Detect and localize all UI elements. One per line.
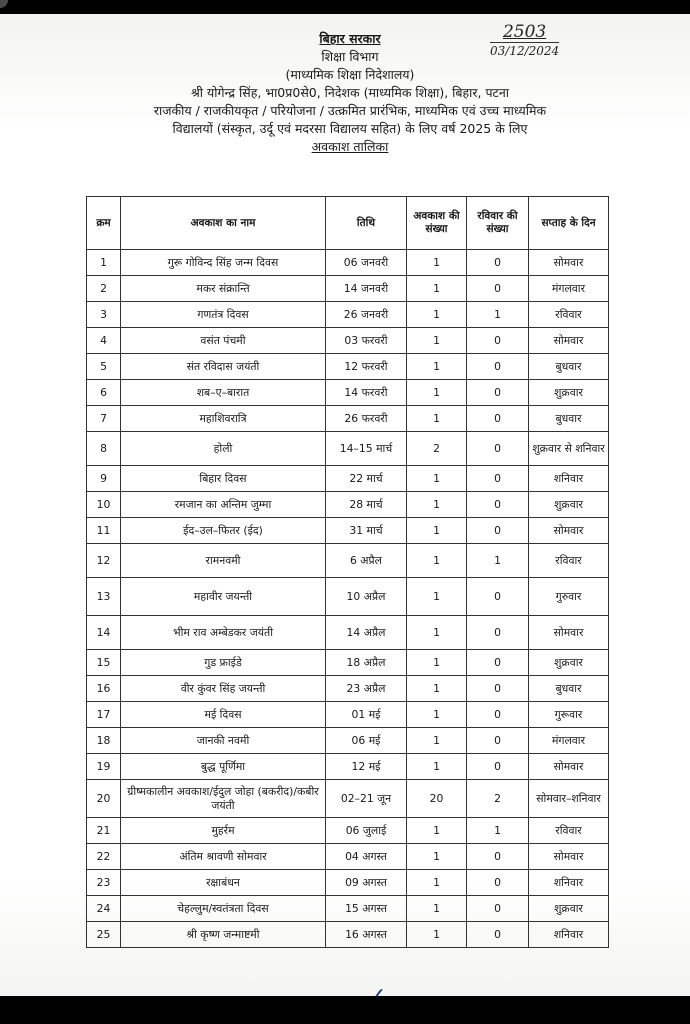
cell-holiday-name: रक्षाबंधन — [121, 870, 326, 896]
cell-date: 22 मार्च — [326, 466, 407, 492]
cell-weekday: शुक्रवार से शनिवार — [529, 432, 609, 466]
cell-holiday-name: ग्रीष्मकालीन अवकाश/ईदुल जोहा (बकरीद)/कबीर जयंती — [121, 780, 326, 818]
cell-sunday-count: 0 — [467, 578, 529, 616]
cell-holiday-count: 1 — [407, 380, 467, 406]
cell-date: 02–21 जून — [326, 780, 407, 818]
header-holiday-name: अवकाश का नाम — [121, 197, 326, 250]
cell-serial: 12 — [87, 544, 121, 578]
cell-serial: 21 — [87, 818, 121, 844]
cell-sunday-count: 0 — [467, 380, 529, 406]
cell-holiday-name: बिहार दिवस — [121, 466, 326, 492]
cell-weekday: शनिवार — [529, 922, 609, 948]
cell-weekday: शनिवार — [529, 870, 609, 896]
cell-holiday-count: 1 — [407, 354, 467, 380]
cell-date: 14 अप्रैल — [326, 616, 407, 650]
cell-holiday-count: 1 — [407, 578, 467, 616]
cell-weekday: रविवार — [529, 544, 609, 578]
cell-holiday-count: 1 — [407, 818, 467, 844]
holiday-table — [86, 196, 609, 948]
cell-holiday-name: गुड फ्राईडे — [121, 650, 326, 676]
cell-weekday: सोमवार — [529, 250, 609, 276]
cell-sunday-count: 2 — [467, 780, 529, 818]
cell-serial: 8 — [87, 432, 121, 466]
table-header-row — [87, 197, 609, 250]
cell-holiday-name: जानकी नवमी — [121, 728, 326, 754]
table-row — [87, 276, 609, 302]
cell-weekday: बुधवार — [529, 354, 609, 380]
cell-date: 15 अगस्त — [326, 896, 407, 922]
reference-date: 03/12/2024 — [490, 44, 560, 58]
cell-holiday-name: होली — [121, 432, 326, 466]
cell-weekday: मंगलवार — [529, 728, 609, 754]
cell-weekday: सोमवार — [529, 844, 609, 870]
cell-serial: 5 — [87, 354, 121, 380]
table-row — [87, 896, 609, 922]
cell-serial: 2 — [87, 276, 121, 302]
cell-sunday-count: 0 — [467, 728, 529, 754]
cell-holiday-name: मुहर्रम — [121, 818, 326, 844]
cell-sunday-count: 0 — [467, 406, 529, 432]
cell-serial: 17 — [87, 702, 121, 728]
cell-sunday-count: 0 — [467, 616, 529, 650]
cell-sunday-count: 0 — [467, 432, 529, 466]
table-row — [87, 250, 609, 276]
cell-holiday-count: 1 — [407, 466, 467, 492]
cell-holiday-name: रमजान का अन्तिम जुम्मा — [121, 492, 326, 518]
document-header — [60, 30, 640, 156]
cell-holiday-count: 1 — [407, 616, 467, 650]
cell-date: 01 मई — [326, 702, 407, 728]
cell-date: 04 अगस्त — [326, 844, 407, 870]
table-row — [87, 818, 609, 844]
cell-holiday-count: 1 — [407, 754, 467, 780]
cell-holiday-count: 1 — [407, 676, 467, 702]
cell-holiday-count: 20 — [407, 780, 467, 818]
cell-weekday: गुरुवार — [529, 578, 609, 616]
cell-holiday-count: 1 — [407, 492, 467, 518]
cell-holiday-count: 1 — [407, 406, 467, 432]
cell-holiday-name: ईद–उल–फितर (ईद) — [121, 518, 326, 544]
cell-weekday: सोमवार — [529, 518, 609, 544]
table-row — [87, 650, 609, 676]
document-page — [0, 14, 690, 996]
cell-weekday: मंगलवार — [529, 276, 609, 302]
cell-serial: 19 — [87, 754, 121, 780]
cell-holiday-name: शब–ए–बारात — [121, 380, 326, 406]
cell-sunday-count: 0 — [467, 250, 529, 276]
cell-serial: 3 — [87, 302, 121, 328]
bottom-bar — [0, 996, 690, 1024]
cell-sunday-count: 0 — [467, 870, 529, 896]
cell-weekday: शुक्रवार — [529, 380, 609, 406]
cell-serial: 22 — [87, 844, 121, 870]
cell-serial: 25 — [87, 922, 121, 948]
table-row — [87, 728, 609, 754]
table-row — [87, 302, 609, 328]
cell-serial: 11 — [87, 518, 121, 544]
cell-weekday: गुरूवार — [529, 702, 609, 728]
cell-holiday-name: वसंत पंचमी — [121, 328, 326, 354]
cell-sunday-count: 0 — [467, 702, 529, 728]
cell-holiday-count: 1 — [407, 702, 467, 728]
cell-date: 28 मार्च — [326, 492, 407, 518]
cell-holiday-name: मकर संक्रान्ति — [121, 276, 326, 302]
table-row — [87, 380, 609, 406]
header-sunday-count: रविवार की संख्या — [467, 197, 529, 250]
cell-sunday-count: 0 — [467, 676, 529, 702]
cell-weekday: बुधवार — [529, 406, 609, 432]
cell-weekday: सोमवार — [529, 616, 609, 650]
top-bar — [0, 0, 690, 14]
cell-sunday-count: 1 — [467, 302, 529, 328]
cell-holiday-count: 1 — [407, 250, 467, 276]
table-row — [87, 492, 609, 518]
cell-serial: 14 — [87, 616, 121, 650]
cell-serial: 18 — [87, 728, 121, 754]
cell-holiday-count: 1 — [407, 844, 467, 870]
cell-weekday: सोमवार — [529, 754, 609, 780]
header-serial: क्रम — [87, 197, 121, 250]
header-department: शिक्षा विभाग — [321, 49, 379, 64]
cell-holiday-name: संत रविदास जयंती — [121, 354, 326, 380]
cell-holiday-name: श्री कृष्ण जन्माष्टमी — [121, 922, 326, 948]
cell-sunday-count: 1 — [467, 818, 529, 844]
cell-date: 06 मई — [326, 728, 407, 754]
cell-date: 09 अगस्त — [326, 870, 407, 896]
cell-holiday-name: बुद्ध पूर्णिमा — [121, 754, 326, 780]
table-row — [87, 518, 609, 544]
cell-date: 03 फरवरी — [326, 328, 407, 354]
cell-date: 10 अप्रैल — [326, 578, 407, 616]
cell-weekday: शुक्रवार — [529, 896, 609, 922]
table-row — [87, 676, 609, 702]
cell-date: 26 जनवरी — [326, 302, 407, 328]
cell-sunday-count: 0 — [467, 466, 529, 492]
cell-holiday-name: महाशिवरात्रि — [121, 406, 326, 432]
cell-holiday-count: 1 — [407, 328, 467, 354]
cell-holiday-name: अंतिम श्रावणी सोमवार — [121, 844, 326, 870]
cell-date: 31 मार्च — [326, 518, 407, 544]
cell-weekday: सोमवार–शनिवार — [529, 780, 609, 818]
cell-serial: 24 — [87, 896, 121, 922]
header-directorate: (माध्यमिक शिक्षा निदेशालय) — [285, 67, 415, 82]
cell-holiday-count: 1 — [407, 276, 467, 302]
cell-sunday-count: 0 — [467, 896, 529, 922]
cell-holiday-count: 1 — [407, 518, 467, 544]
header-scope-1: राजकीय / राजकीयकृत / परियोजना / उत्क्रमित प्रारंभिक, माध्यमिक एवं उच्च माध्यमिक — [153, 103, 547, 118]
cell-weekday: रविवार — [529, 818, 609, 844]
header-scope-2: विद्यालयों (संस्कृत, उर्दू एवं मदरसा विद्यालय सहित) के लिए वर्ष 2025 के लिए — [172, 121, 528, 136]
table-row — [87, 328, 609, 354]
cell-date: 23 अप्रैल — [326, 676, 407, 702]
header-government: बिहार सरकार — [319, 31, 381, 46]
cell-weekday: रविवार — [529, 302, 609, 328]
cell-serial: 16 — [87, 676, 121, 702]
cell-date: 12 फरवरी — [326, 354, 407, 380]
status-dot-icon — [0, 0, 8, 8]
table-row — [87, 432, 609, 466]
cell-holiday-name: चेहल्लुम/स्वतंत्रता दिवस — [121, 896, 326, 922]
cell-sunday-count: 0 — [467, 518, 529, 544]
cell-weekday: सोमवार — [529, 328, 609, 354]
table-row — [87, 702, 609, 728]
table-row — [87, 844, 609, 870]
header-title: अवकाश तालिका — [311, 139, 389, 154]
cell-serial: 13 — [87, 578, 121, 616]
table-row — [87, 578, 609, 616]
cell-weekday: शुक्रवार — [529, 650, 609, 676]
cell-sunday-count: 1 — [467, 544, 529, 578]
cell-holiday-count: 1 — [407, 650, 467, 676]
cell-holiday-name: गणतंत्र दिवस — [121, 302, 326, 328]
cell-serial: 1 — [87, 250, 121, 276]
cell-sunday-count: 0 — [467, 492, 529, 518]
table-row — [87, 544, 609, 578]
cell-serial: 9 — [87, 466, 121, 492]
cell-sunday-count: 0 — [467, 650, 529, 676]
cell-holiday-count: 1 — [407, 544, 467, 578]
cell-holiday-name: वीर कुंवर सिंह जयन्ती — [121, 676, 326, 702]
cell-weekday: बुधवार — [529, 676, 609, 702]
cell-date: 06 जुलाई — [326, 818, 407, 844]
cell-holiday-name: भीम राव अम्बेडकर जयंती — [121, 616, 326, 650]
table-row — [87, 616, 609, 650]
cell-serial: 20 — [87, 780, 121, 818]
cell-serial: 15 — [87, 650, 121, 676]
header-weekday: सप्ताह के दिन — [529, 197, 609, 250]
cell-serial: 7 — [87, 406, 121, 432]
table-row — [87, 870, 609, 896]
cell-holiday-count: 1 — [407, 870, 467, 896]
cell-date: 14–15 मार्च — [326, 432, 407, 466]
cell-weekday: शुक्रवार — [529, 492, 609, 518]
cell-weekday: शनिवार — [529, 466, 609, 492]
table-row — [87, 754, 609, 780]
cell-holiday-count: 1 — [407, 896, 467, 922]
table-row — [87, 466, 609, 492]
cell-holiday-count: 1 — [407, 302, 467, 328]
cell-date: 26 फरवरी — [326, 406, 407, 432]
cell-sunday-count: 0 — [467, 328, 529, 354]
cell-holiday-count: 2 — [407, 432, 467, 466]
cell-serial: 6 — [87, 380, 121, 406]
cell-sunday-count: 0 — [467, 754, 529, 780]
cell-sunday-count: 0 — [467, 276, 529, 302]
cell-date: 12 मई — [326, 754, 407, 780]
header-holiday-count: अवकाश की संख्या — [407, 197, 467, 250]
table-row — [87, 780, 609, 818]
cell-date: 16 अगस्त — [326, 922, 407, 948]
reference-number: 2503 — [502, 22, 547, 42]
cell-serial: 4 — [87, 328, 121, 354]
header-director: श्री योगेन्द्र सिंह, भा0प्र0से0, निदेशक (माध्यमिक शिक्षा), बिहार, पटना — [190, 85, 510, 100]
cell-holiday-count: 1 — [407, 728, 467, 754]
cell-date: 6 अप्रैल — [326, 544, 407, 578]
cell-sunday-count: 0 — [467, 354, 529, 380]
cell-serial: 23 — [87, 870, 121, 896]
cell-sunday-count: 0 — [467, 922, 529, 948]
header-date: तिथि — [326, 197, 407, 250]
cell-holiday-name: मई दिवस — [121, 702, 326, 728]
table-row — [87, 354, 609, 380]
cell-serial: 10 — [87, 492, 121, 518]
cell-date: 14 फरवरी — [326, 380, 407, 406]
cell-date: 14 जनवरी — [326, 276, 407, 302]
cell-holiday-name: महावीर जयन्ती — [121, 578, 326, 616]
cell-holiday-count: 1 — [407, 922, 467, 948]
cell-sunday-count: 0 — [467, 844, 529, 870]
cell-holiday-name: रामनवमी — [121, 544, 326, 578]
table-row — [87, 922, 609, 948]
table-row — [87, 406, 609, 432]
cell-date: 18 अप्रैल — [326, 650, 407, 676]
cell-date: 06 जनवरी — [326, 250, 407, 276]
cell-holiday-name: गुरू गोविन्द सिंह जन्म दिवस — [121, 250, 326, 276]
